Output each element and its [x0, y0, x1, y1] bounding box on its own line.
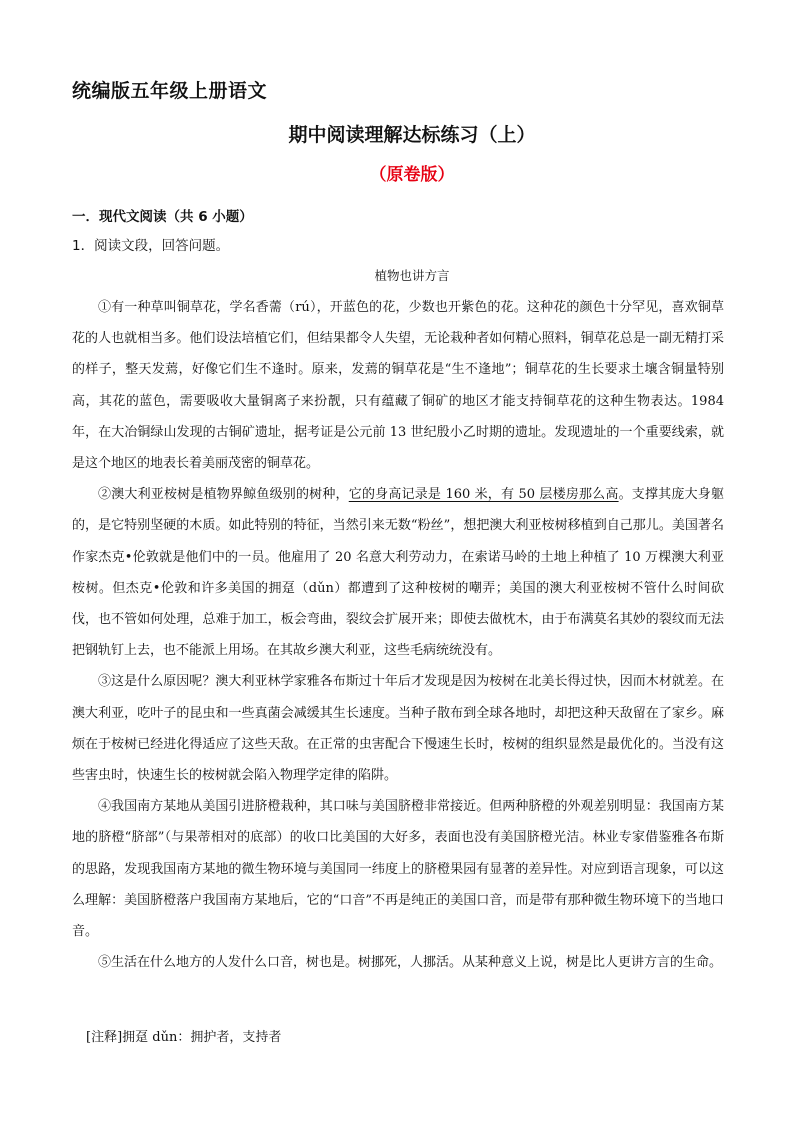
paragraph-2-lead: ②澳大利亚桉树是植物界鲸鱼级别的树种，	[98, 487, 349, 503]
main-title: 期中阅读理解达标练习（上）	[288, 124, 536, 146]
subtitle: （原卷版）	[369, 165, 455, 185]
paragraph-5: ⑤生活在什么地方的人发什么口音，树也是。树挪死，人挪活。从某种意义上说，树是比人更讲方言的生命。	[98, 955, 723, 971]
passage-body	[72, 292, 724, 978]
header-title: 统编版五年级上册语文	[72, 80, 268, 102]
paragraph-4: ④我国南方某地从美国引进脐橙栽种，其口味与美国脐橙非常接近。但两种脐橙的外观差别明显：我国南方某地的脐橙“脐部”（与果蒂相对的底部）的收口比美国的大好多，表面也没有美国脐橙光洁。林业专家借鉴雅各布斯的思路，发现我国南方某地的微生物环境与美国同一纬度上的脐橙果园有显著的差异性。对应到语言现象，可以这么理解：美国脐橙落户我国南方某地后，它的“口音”不再是纯正的美国口音，而是带有那种微生物环境下的当地口音。	[72, 799, 724, 940]
paragraph-2	[72, 479, 724, 666]
paragraph-2-rest: 。支撑其庞大身躯的，是它特别坚硬的木质。如此特别的特征，当然引来无数“粉丝”，想把澳大利亚桉树移植到自己那儿。美国著名作家杰克•伦敦就是他们中的一员。他雇用了 20 名意大利劳动力，在索诺马岭的土地上种植了 10 万棵澳大利亚桉树。但杰克•伦敦和许多美国的拥趸（dǔn）都遭到了这种桉树的嘲弄；美国的澳大利亚桉树不管什么时间砍伐，也不管如何处理，总难于加工，板会弯曲，裂纹会扩展开来；即使去做枕木，由于布满莫名其妙的裂纹而无法把钢轨钉上去，也不能派上用场。在其故乡澳大利亚，这些毛病统统没有。	[72, 487, 724, 659]
paragraph-3: ③这是什么原因呢？澳大利亚林学家雅各布斯过十年后才发现是因为桉树在北美长得过快，因而木材就差。在澳大利亚，吃叶子的昆虫和一些真菌会减缓其生长速度。当种子散布到全球各地时，却把这种天敌留在了家乡。麻烦在于桉树已经进化得适应了这些天敌。在正常的虫害配合下慢速生长时，桉树的组织显然是最优化的。当没有这些害虫时，快速生长的桉树就会陷入物理学定律的陷阱。	[72, 674, 724, 784]
paragraph-1: ①有一种草叫铜草花，学名香薷（rú），开蓝色的花，少数也开紫色的花。这种花的颜色十分罕见，喜欢铜草花的人也就相当多。他们设法培植它们，但结果都令人失望，无论栽种者如何精心照料，铜草花总是一副无精打采的样子，整天发蔫，好像它们生不逢时。原来，发蔫的铜草花是“生不逢地”；铜草花的生长要求土壤含铜量特别高，其花的蓝色，需要吸收大量铜离子来扮靓，只有蕴藏了铜矿的地区才能支持铜草花的这种生物表达。1984 年，在大冶铜绿山发现的古铜矿遗址，据考证是公元前 13 世纪殷小乙时期的遗址。发现遗址的一个重要线索，就是这个地区的地表长着美丽茂密的铜草花。	[72, 300, 724, 472]
section-heading: 一．现代文阅读（共 6 小题）	[72, 209, 253, 225]
underlined-sentence: 它的身高记录是 160 米，有 50 层楼房那么高	[348, 487, 619, 503]
question-prompt: 1．阅读文段，回答问题。	[72, 238, 230, 254]
annotation-note: [注释]拥趸 dǔn：拥护者，支持者	[86, 1030, 282, 1045]
passage-title: 植物也讲方言	[374, 268, 450, 283]
